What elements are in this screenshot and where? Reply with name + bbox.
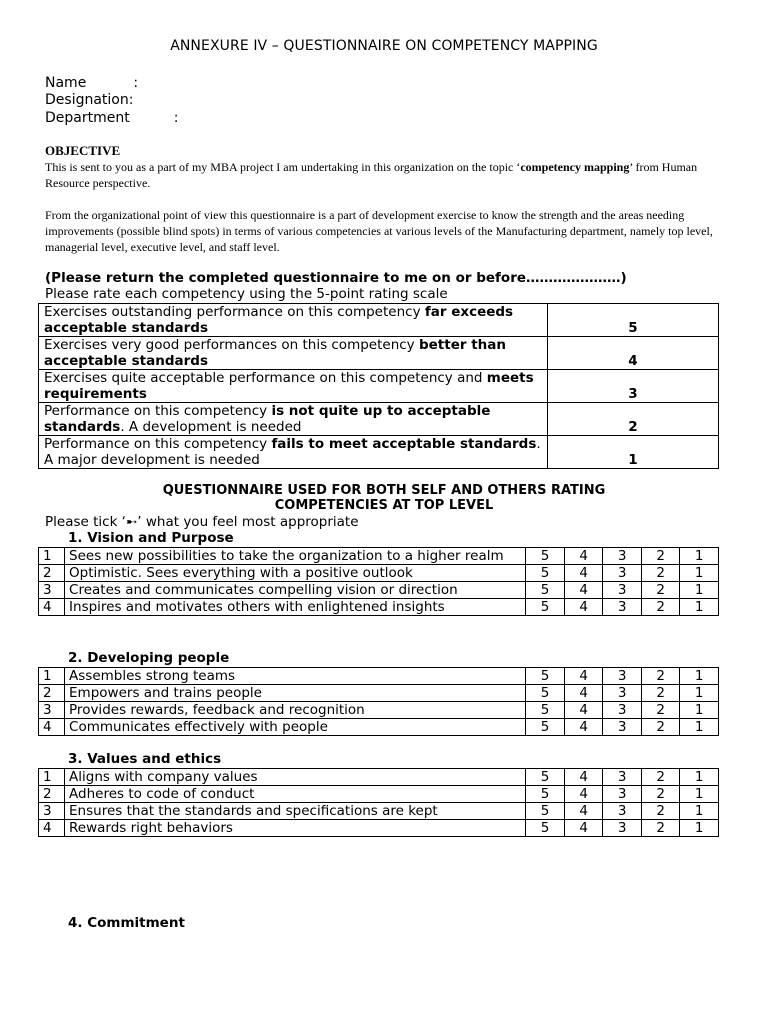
- rating-option-3[interactable]: 3: [603, 719, 642, 736]
- section-heading: 2. Developing people: [68, 650, 230, 666]
- designation-label: Designation:: [45, 92, 134, 108]
- objective-p1-end: ’ from Human Resource perspective.: [45, 160, 698, 190]
- rating-option-2[interactable]: 2: [641, 702, 680, 719]
- rating-option-2[interactable]: 2: [641, 769, 680, 786]
- table-row: [39, 803, 719, 820]
- item-number: 1: [39, 668, 65, 685]
- section-heading: 3. Values and ethics: [68, 751, 222, 767]
- item-text: Aligns with company values: [65, 769, 526, 786]
- rating-text: Exercises very good performances on this competency: [44, 337, 419, 353]
- rating-option-1[interactable]: 1: [680, 565, 719, 582]
- rating-option-4[interactable]: 4: [564, 565, 603, 582]
- rating-option-4[interactable]: 4: [564, 685, 603, 702]
- rating-option-3[interactable]: 3: [603, 820, 642, 837]
- competency-level-title: COMPETENCIES AT TOP LEVEL: [274, 498, 494, 513]
- table-row: [39, 702, 719, 719]
- item-text: Optimistic. Sees everything with a positive outlook: [65, 565, 526, 582]
- item-number: 1: [39, 769, 65, 786]
- item-number: 4: [39, 719, 65, 736]
- rating-option-1[interactable]: 1: [680, 820, 719, 837]
- rating-option-4[interactable]: 4: [564, 719, 603, 736]
- rating-option-4[interactable]: 4: [564, 820, 603, 837]
- item-text: Creates and communicates compelling vision or direction: [65, 582, 526, 599]
- objective-p1-topic: competency mapping: [520, 160, 630, 174]
- rating-option-3[interactable]: 3: [603, 548, 642, 565]
- item-text: Rewards right behaviors: [65, 820, 526, 837]
- rating-option-3[interactable]: 3: [603, 599, 642, 616]
- rating-option-5[interactable]: 5: [526, 599, 565, 616]
- table-row: [39, 668, 719, 685]
- rating-text: Exercises quite acceptable performance on this competency and: [44, 370, 487, 386]
- rating-option-2[interactable]: 2: [641, 786, 680, 803]
- item-text: Assembles strong teams: [65, 668, 526, 685]
- rating-emphasis: meets requirements: [44, 370, 534, 402]
- rating-option-1[interactable]: 1: [680, 582, 719, 599]
- item-number: 2: [39, 565, 65, 582]
- item-text: Ensures that the standards and specifications are kept: [65, 803, 526, 820]
- rating-option-1[interactable]: 1: [680, 668, 719, 685]
- rating-score: 3: [548, 370, 719, 403]
- rating-option-4[interactable]: 4: [564, 769, 603, 786]
- table-row: [39, 769, 719, 786]
- objective-paragraph-2: From the organizational point of view this questionnaire is a part of development exercise to know the strength and the areas needing improvements (possible blind spots) in terms of various competencies at various levels of the Manufacturing department, namely top level, managerial level, executive level, and staff level.: [45, 208, 713, 254]
- objective-p1-start: This is sent to you as a part of my MBA project I am undertaking in this organization on the topic ‘: [45, 160, 521, 174]
- objective-paragraph-1: [45, 159, 715, 191]
- rating-emphasis: is not quite up to acceptable standards: [44, 403, 491, 435]
- rating-description: [39, 304, 548, 337]
- rating-score: 4: [548, 337, 719, 370]
- document-title: ANNEXURE IV – QUESTIONNAIRE ON COMPETENCY MAPPING: [170, 38, 598, 54]
- rating-option-2[interactable]: 2: [641, 719, 680, 736]
- rating-row: [39, 304, 719, 337]
- section-heading: 4. Commitment: [68, 915, 185, 931]
- rating-intro: Please rate each competency using the 5-point rating scale: [45, 286, 448, 302]
- rating-option-5[interactable]: 5: [526, 565, 565, 582]
- rating-option-2[interactable]: 2: [641, 685, 680, 702]
- item-number: 1: [39, 548, 65, 565]
- rating-option-4[interactable]: 4: [564, 599, 603, 616]
- rating-option-3[interactable]: 3: [603, 565, 642, 582]
- name-field: [45, 75, 138, 91]
- rating-row: [39, 337, 719, 370]
- rating-option-5[interactable]: 5: [526, 548, 565, 565]
- rating-option-3[interactable]: 3: [603, 582, 642, 599]
- objective-heading: OBJECTIVE: [45, 143, 121, 158]
- department-label: Department: [45, 110, 130, 126]
- name-label: Name: [45, 75, 87, 91]
- item-number: 2: [39, 685, 65, 702]
- rating-option-4[interactable]: 4: [564, 702, 603, 719]
- item-text: Adheres to code of conduct: [65, 786, 526, 803]
- item-number: 3: [39, 582, 65, 599]
- competency-table: [38, 667, 719, 736]
- rating-option-5[interactable]: 5: [526, 820, 565, 837]
- rating-option-1[interactable]: 1: [680, 548, 719, 565]
- item-number: 4: [39, 820, 65, 837]
- rating-text: Performance on this competency: [44, 436, 272, 452]
- rating-emphasis: better than acceptable standards: [44, 337, 506, 369]
- table-row: [39, 685, 719, 702]
- item-text: Provides rewards, feedback and recognition: [65, 702, 526, 719]
- rating-option-1[interactable]: 1: [680, 803, 719, 820]
- rating-description: [39, 370, 548, 403]
- return-instruction: (Please return the completed questionnaire to me on or before…………………): [45, 270, 627, 286]
- designation-field: [45, 92, 133, 108]
- rating-description: [39, 436, 548, 469]
- rating-option-2[interactable]: 2: [641, 582, 680, 599]
- rating-option-1[interactable]: 1: [680, 786, 719, 803]
- table-row: [39, 565, 719, 582]
- rating-option-1[interactable]: 1: [680, 769, 719, 786]
- rating-option-5[interactable]: 5: [526, 786, 565, 803]
- table-row: [39, 786, 719, 803]
- rating-option-4[interactable]: 4: [564, 548, 603, 565]
- rating-option-5[interactable]: 5: [526, 582, 565, 599]
- rating-row: [39, 370, 719, 403]
- table-row: [39, 548, 719, 565]
- rating-text-end: . A major development is needed: [44, 436, 541, 468]
- rating-option-5[interactable]: 5: [526, 685, 565, 702]
- item-text: Inspires and motivates others with enlightened insights: [65, 599, 526, 616]
- rating-option-1[interactable]: 1: [680, 702, 719, 719]
- rating-option-2[interactable]: 2: [641, 803, 680, 820]
- rating-option-3[interactable]: 3: [603, 702, 642, 719]
- rating-option-1[interactable]: 1: [680, 599, 719, 616]
- rating-option-5[interactable]: 5: [526, 803, 565, 820]
- rating-description: [39, 337, 548, 370]
- name-colon: :: [133, 75, 139, 91]
- rating-option-3[interactable]: 3: [603, 803, 642, 820]
- competency-table: [38, 768, 719, 837]
- department-field: [45, 110, 178, 126]
- rating-option-2[interactable]: 2: [641, 668, 680, 685]
- rating-option-4[interactable]: 4: [564, 668, 603, 685]
- rating-option-3[interactable]: 3: [603, 668, 642, 685]
- table-row: [39, 599, 719, 616]
- rating-option-4[interactable]: 4: [564, 786, 603, 803]
- rating-text: Performance on this competency: [44, 403, 272, 419]
- rating-option-2[interactable]: 2: [641, 565, 680, 582]
- rating-text: Exercises outstanding performance on this competency: [44, 304, 425, 320]
- rating-option-5[interactable]: 5: [526, 719, 565, 736]
- rating-emphasis: far exceeds acceptable standards: [44, 304, 514, 336]
- item-text: Communicates effectively with people: [65, 719, 526, 736]
- rating-description: [39, 403, 548, 436]
- rating-option-2[interactable]: 2: [641, 820, 680, 837]
- item-number: 2: [39, 786, 65, 803]
- section-heading: 1. Vision and Purpose: [68, 530, 234, 546]
- item-number: 3: [39, 702, 65, 719]
- rating-option-3[interactable]: 3: [603, 685, 642, 702]
- rating-row: [39, 436, 719, 469]
- competency-table: [38, 547, 719, 616]
- rating-emphasis: fails to meet acceptable standards: [271, 436, 537, 452]
- item-number: 4: [39, 599, 65, 616]
- rating-option-3[interactable]: 3: [603, 786, 642, 803]
- department-colon: :: [173, 110, 179, 126]
- rating-scale-table: [38, 303, 719, 469]
- table-row: [39, 820, 719, 837]
- rating-text-end: . A development is needed: [120, 419, 302, 435]
- rating-option-2[interactable]: 2: [641, 548, 680, 565]
- rating-score: 2: [548, 403, 719, 436]
- rating-option-2[interactable]: 2: [641, 599, 680, 616]
- rating-option-5[interactable]: 5: [526, 702, 565, 719]
- rating-option-4[interactable]: 4: [564, 582, 603, 599]
- tick-instruction: Please tick ‘➸’ what you feel most appropriate: [45, 514, 359, 530]
- rating-score: 5: [548, 304, 719, 337]
- questionnaire-title: QUESTIONNAIRE USED FOR BOTH SELF AND OTHERS RATING: [162, 483, 606, 498]
- table-row: [39, 719, 719, 736]
- rating-option-5[interactable]: 5: [526, 668, 565, 685]
- item-number: 3: [39, 803, 65, 820]
- rating-row: [39, 403, 719, 436]
- rating-score: 1: [548, 436, 719, 469]
- rating-option-4[interactable]: 4: [564, 803, 603, 820]
- table-row: [39, 582, 719, 599]
- rating-option-3[interactable]: 3: [603, 769, 642, 786]
- rating-option-1[interactable]: 1: [680, 719, 719, 736]
- item-text: Empowers and trains people: [65, 685, 526, 702]
- rating-option-1[interactable]: 1: [680, 685, 719, 702]
- rating-option-5[interactable]: 5: [526, 769, 565, 786]
- item-text: Sees new possibilities to take the organization to a higher realm: [65, 548, 526, 565]
